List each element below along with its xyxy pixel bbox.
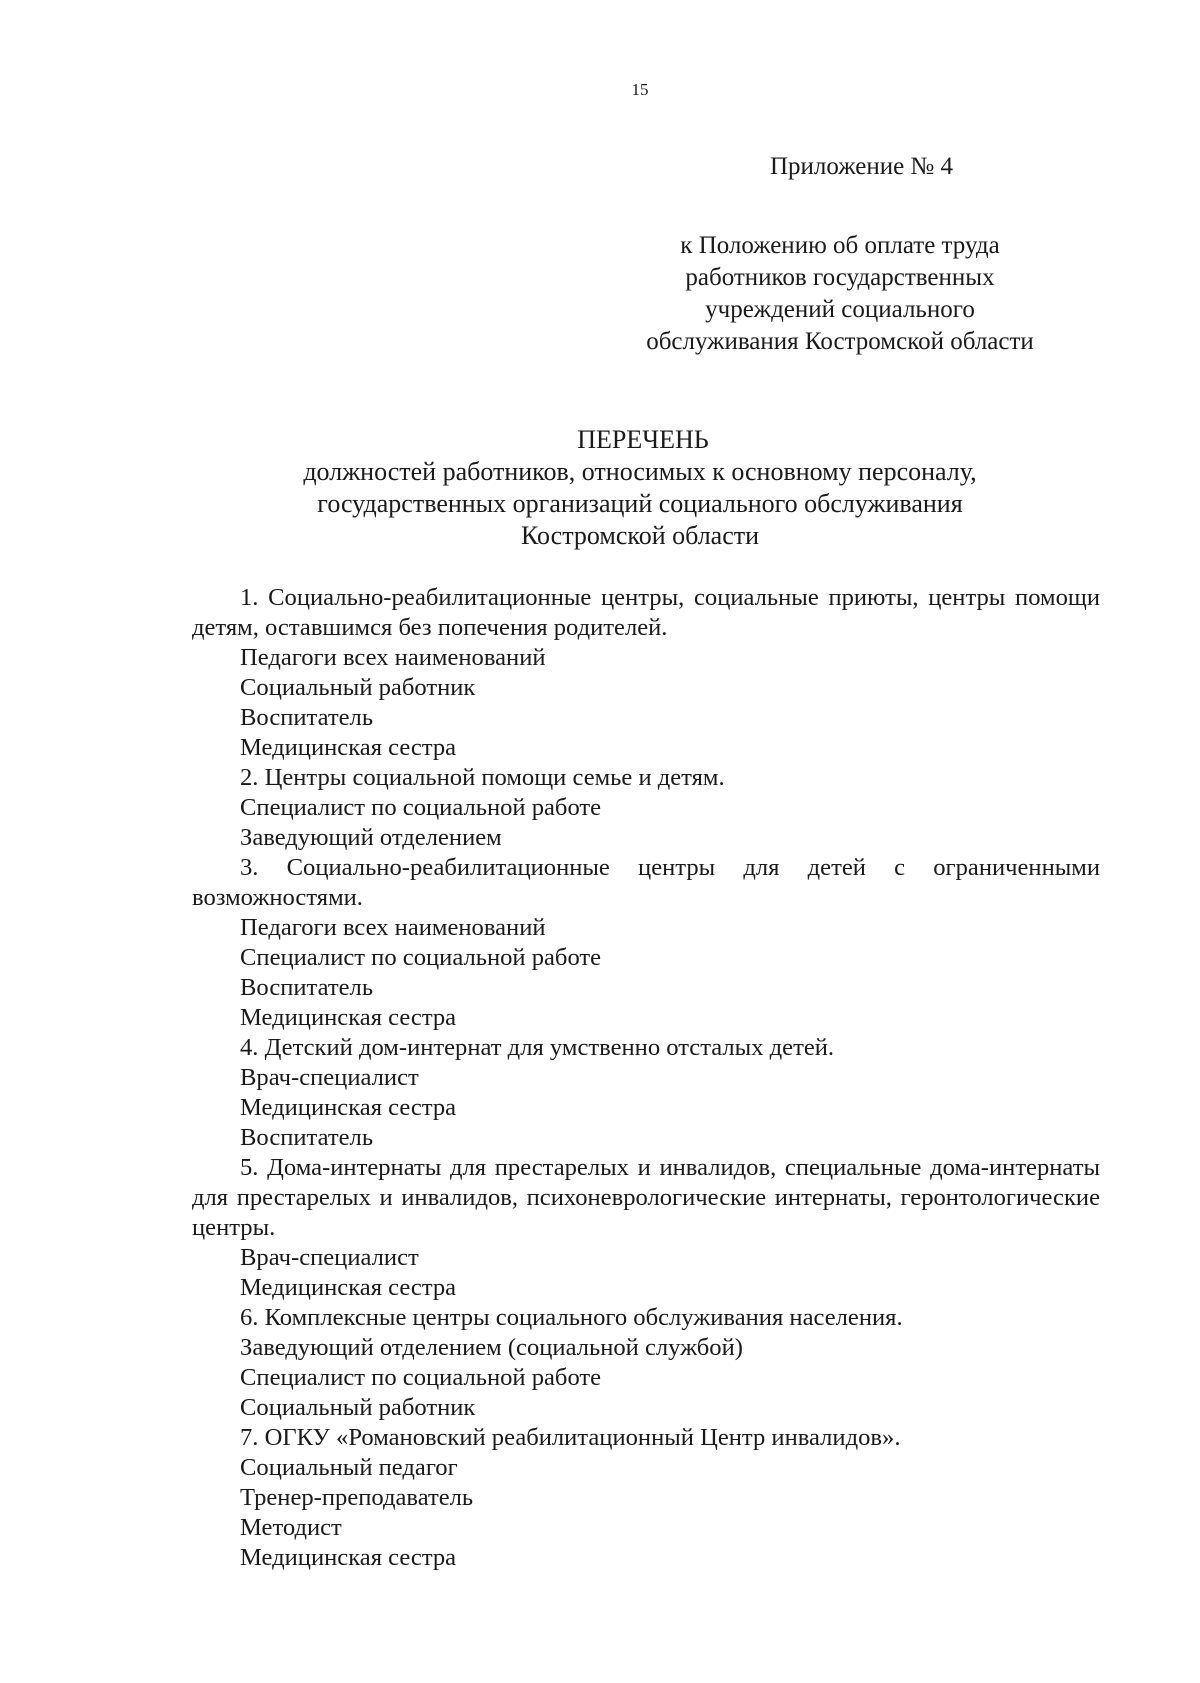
position-item: Специалист по социальной работе xyxy=(240,944,602,971)
position-item: Социальный педагог xyxy=(240,1454,458,1481)
position-item: Врач-специалист xyxy=(240,1244,419,1271)
regulation-reference xyxy=(600,230,1080,358)
section-heading: 1. Социально-реабилитационные центры, социальные приюты, центры помощи детям, оставшимся без попечения родителей. xyxy=(192,584,1100,641)
position-item: Заведующий отделением (социальной службой) xyxy=(240,1334,743,1361)
position-item: Медицинская сестра xyxy=(240,1094,457,1121)
section-heading: 3. Социально-реабилитационные центры для детей с ограниченными возможностями. xyxy=(192,854,1100,911)
document-subtitle-line: должностей работников, относимых к основному персоналу, xyxy=(303,457,977,486)
position-item: Воспитатель xyxy=(240,704,374,731)
positions-list xyxy=(192,583,1100,1573)
document-subtitle-line: Костромской области xyxy=(520,521,760,550)
document-subtitle-line: государственных организаций социального обслуживания xyxy=(317,489,963,518)
section-heading: 5. Дома-интернаты для престарелых и инвалидов, специальные дома-интернаты для престарелых и инвалидов, психоневрологические интернаты, геронтологические центры. xyxy=(192,1154,1100,1241)
position-item: Воспитатель xyxy=(240,1124,374,1151)
regulation-reference-line: обслуживания Костромской области xyxy=(646,328,1034,355)
position-item: Воспитатель xyxy=(240,974,374,1001)
section-heading: 4. Детский дом-интернат для умственно отсталых детей. xyxy=(240,1034,835,1061)
regulation-reference-line: учреждений социального xyxy=(705,296,975,323)
position-item: Врач-специалист xyxy=(240,1064,419,1091)
position-item: Медицинская сестра xyxy=(240,734,457,761)
position-item: Медицинская сестра xyxy=(240,1544,457,1571)
position-item: Заведующий отделением xyxy=(240,824,502,851)
regulation-reference-line: работников государственных xyxy=(685,264,995,291)
position-item: Социальный работник xyxy=(240,674,476,701)
position-item: Педагоги всех наименований xyxy=(240,644,546,671)
document-subtitle xyxy=(270,456,1010,552)
position-item: Методист xyxy=(240,1514,342,1541)
document-title: ПЕРЕЧЕНЬ xyxy=(577,425,709,454)
section-heading: 6. Комплексные центры социального обслуживания населения. xyxy=(240,1304,903,1331)
position-item: Специалист по социальной работе xyxy=(240,794,602,821)
section-heading: 2. Центры социальной помощи семье и детям. xyxy=(240,764,725,791)
position-item: Социальный работник xyxy=(240,1394,476,1421)
position-item: Тренер-преподаватель xyxy=(240,1484,474,1511)
page-number: 15 xyxy=(631,80,649,99)
position-item: Медицинская сестра xyxy=(240,1004,457,1031)
section-heading: 7. ОГКУ «Романовский реабилитационный Центр инвалидов». xyxy=(240,1424,901,1451)
regulation-reference-line: к Положению об оплате труда xyxy=(680,232,1000,259)
appendix-label: Приложение № 4 xyxy=(770,153,954,180)
position-item: Педагоги всех наименований xyxy=(240,914,546,941)
position-item: Специалист по социальной работе xyxy=(240,1364,602,1391)
position-item: Медицинская сестра xyxy=(240,1274,457,1301)
